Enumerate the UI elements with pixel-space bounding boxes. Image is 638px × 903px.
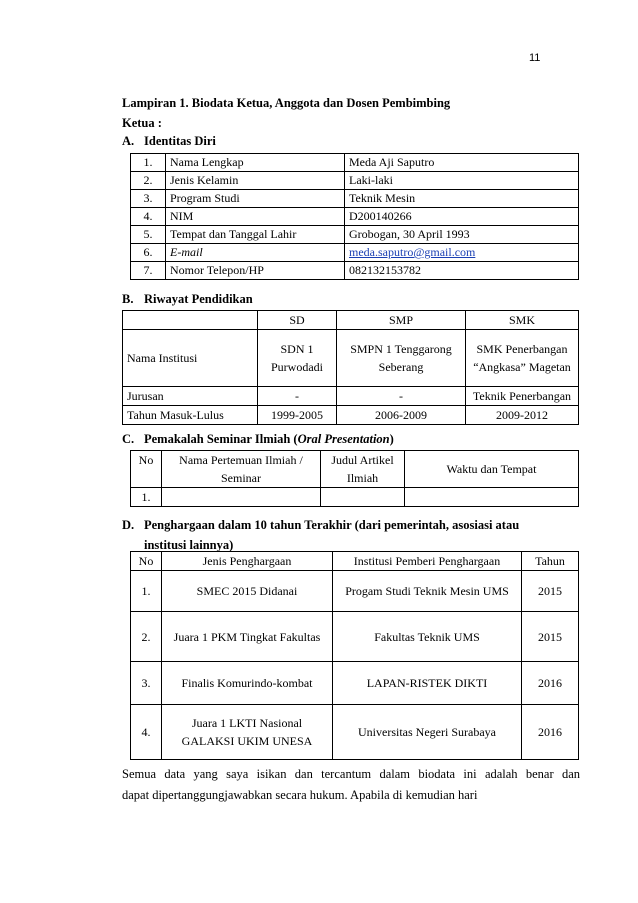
header-no: No xyxy=(131,451,162,488)
section-c-title-post: ) xyxy=(389,432,394,446)
field-value: Meda Aji Saputro xyxy=(345,154,579,172)
cell-year: 2016 xyxy=(522,705,579,760)
table-row xyxy=(131,612,579,662)
row-number: 6. xyxy=(131,244,166,262)
row-label: Nama Institusi xyxy=(123,330,258,387)
section-d-title-line1: Penghargaan dalam 10 tahun Terakhir (dari pemerintah, asosiasi atau xyxy=(144,518,520,532)
row-number: 3. xyxy=(131,662,162,705)
header-time-place: Waktu dan Tempat xyxy=(405,451,579,488)
section-d-letter: D. xyxy=(122,518,135,532)
cell-smp: - xyxy=(337,387,466,406)
cell-year: 2016 xyxy=(522,662,579,705)
header-no: No xyxy=(131,552,162,571)
cell-institution: Fakultas Teknik UMS xyxy=(333,612,522,662)
cell-year: 2015 xyxy=(522,612,579,662)
document-heading xyxy=(122,93,450,133)
cell-smk: SMK Penerbangan “Angkasa” Magetan xyxy=(466,330,579,387)
header-meeting: Nama Pertemuan Ilmiah / Seminar xyxy=(162,451,321,488)
cell-sd: - xyxy=(258,387,337,406)
closing-line1: Semua data yang saya isikan dan tercantum dalam biodata ini adalah benar dan xyxy=(122,767,580,781)
field-value: 082132153782 xyxy=(345,262,579,280)
table-row xyxy=(131,154,579,172)
email-cell xyxy=(345,244,579,262)
section-a-title: Identitas Diri xyxy=(144,134,216,148)
row-label: Jurusan xyxy=(123,387,258,406)
page-number: 11 xyxy=(529,52,541,64)
closing-paragraph xyxy=(122,764,580,806)
row-number: 7. xyxy=(131,262,166,280)
header-year: Tahun xyxy=(522,552,579,571)
cell-institution: Universitas Negeri Surabaya xyxy=(333,705,522,760)
row-number: 2. xyxy=(131,172,166,190)
cell-institution: Progam Studi Teknik Mesin UMS xyxy=(333,571,522,612)
identity-table xyxy=(130,153,579,280)
header-award: Jenis Penghargaan xyxy=(162,552,333,571)
header-sd: SD xyxy=(258,311,337,330)
cell-institution: LAPAN-RISTEK DIKTI xyxy=(333,662,522,705)
section-b-heading xyxy=(122,292,253,307)
table-row xyxy=(131,571,579,612)
cell-year: 2015 xyxy=(522,571,579,612)
education-table xyxy=(122,310,579,425)
table-row xyxy=(123,406,579,425)
cell-award: Finalis Komurindo-kombat xyxy=(162,662,333,705)
section-c-letter: C. xyxy=(122,432,135,446)
table-row xyxy=(131,662,579,705)
field-label: NIM xyxy=(166,208,345,226)
row-number: 1. xyxy=(131,154,166,172)
cell-time-place xyxy=(405,488,579,507)
row-number: 4. xyxy=(131,208,166,226)
field-label: Tempat dan Tanggal Lahir xyxy=(166,226,345,244)
table-row xyxy=(131,190,579,208)
section-a-letter: A. xyxy=(122,134,135,148)
cell-award: SMEC 2015 Didanai xyxy=(162,571,333,612)
table-row xyxy=(123,330,579,387)
field-label: Jenis Kelamin xyxy=(166,172,345,190)
table-header-row xyxy=(131,451,579,488)
table-row xyxy=(131,172,579,190)
heading-line2: Ketua : xyxy=(122,116,162,130)
section-c-title-italic: Oral Presentation xyxy=(297,432,390,446)
cell-article xyxy=(321,488,405,507)
row-number: 1. xyxy=(131,488,162,507)
field-value: Grobogan, 30 April 1993 xyxy=(345,226,579,244)
table-row xyxy=(131,226,579,244)
section-c-heading xyxy=(122,432,394,447)
heading-line1: Lampiran 1. Biodata Ketua, Anggota dan Dosen Pembimbing xyxy=(122,96,451,110)
closing-line2: dapat dipertanggungjawabkan secara hukum. Apabila di kemudian hari xyxy=(122,788,478,802)
cell-award: Juara 1 PKM Tingkat Fakultas xyxy=(162,612,333,662)
field-value: D200140266 xyxy=(345,208,579,226)
table-row xyxy=(131,244,579,262)
row-number: 1. xyxy=(131,571,162,612)
header-smk: SMK xyxy=(466,311,579,330)
cell-sd: SDN 1 Purwodadi xyxy=(258,330,337,387)
header-smp: SMP xyxy=(337,311,466,330)
table-row xyxy=(131,488,579,507)
empty-header-cell xyxy=(123,311,258,330)
field-value: Teknik Mesin xyxy=(345,190,579,208)
cell-smk: Teknik Penerbangan xyxy=(466,387,579,406)
table-header-row xyxy=(123,311,579,330)
table-row xyxy=(131,705,579,760)
table-row xyxy=(131,208,579,226)
table-header-row xyxy=(131,552,579,571)
section-d-heading xyxy=(122,515,519,555)
field-label: Nomor Telepon/HP xyxy=(166,262,345,280)
email-link[interactable]: meda.saputro@gmail.com xyxy=(349,245,476,259)
header-institution: Institusi Pemberi Penghargaan xyxy=(333,552,522,571)
section-d-title-line2: institusi lainnya) xyxy=(144,538,234,552)
row-number: 4. xyxy=(131,705,162,760)
cell-award: Juara 1 LKTI Nasional GALAKSI UKIM UNESA xyxy=(162,705,333,760)
field-value: Laki-laki xyxy=(345,172,579,190)
field-label: E-mail xyxy=(166,244,345,262)
cell-smp: SMPN 1 Tenggarong Seberang xyxy=(337,330,466,387)
header-article: Judul Artikel Ilmiah xyxy=(321,451,405,488)
section-b-title: Riwayat Pendidikan xyxy=(144,292,253,306)
table-row xyxy=(131,262,579,280)
section-a-heading xyxy=(122,134,216,149)
section-c-title-pre: Pemakalah Seminar Ilmiah ( xyxy=(144,432,298,446)
cell-sd: 1999-2005 xyxy=(258,406,337,425)
row-number: 3. xyxy=(131,190,166,208)
row-number: 2. xyxy=(131,612,162,662)
seminar-table xyxy=(130,450,579,507)
row-number: 5. xyxy=(131,226,166,244)
cell-smp: 2006-2009 xyxy=(337,406,466,425)
section-b-letter: B. xyxy=(122,292,134,306)
cell-smk: 2009-2012 xyxy=(466,406,579,425)
awards-table xyxy=(130,551,579,760)
field-label: Program Studi xyxy=(166,190,345,208)
table-row xyxy=(123,387,579,406)
cell-meeting xyxy=(162,488,321,507)
row-label: Tahun Masuk-Lulus xyxy=(123,406,258,425)
field-label: Nama Lengkap xyxy=(166,154,345,172)
